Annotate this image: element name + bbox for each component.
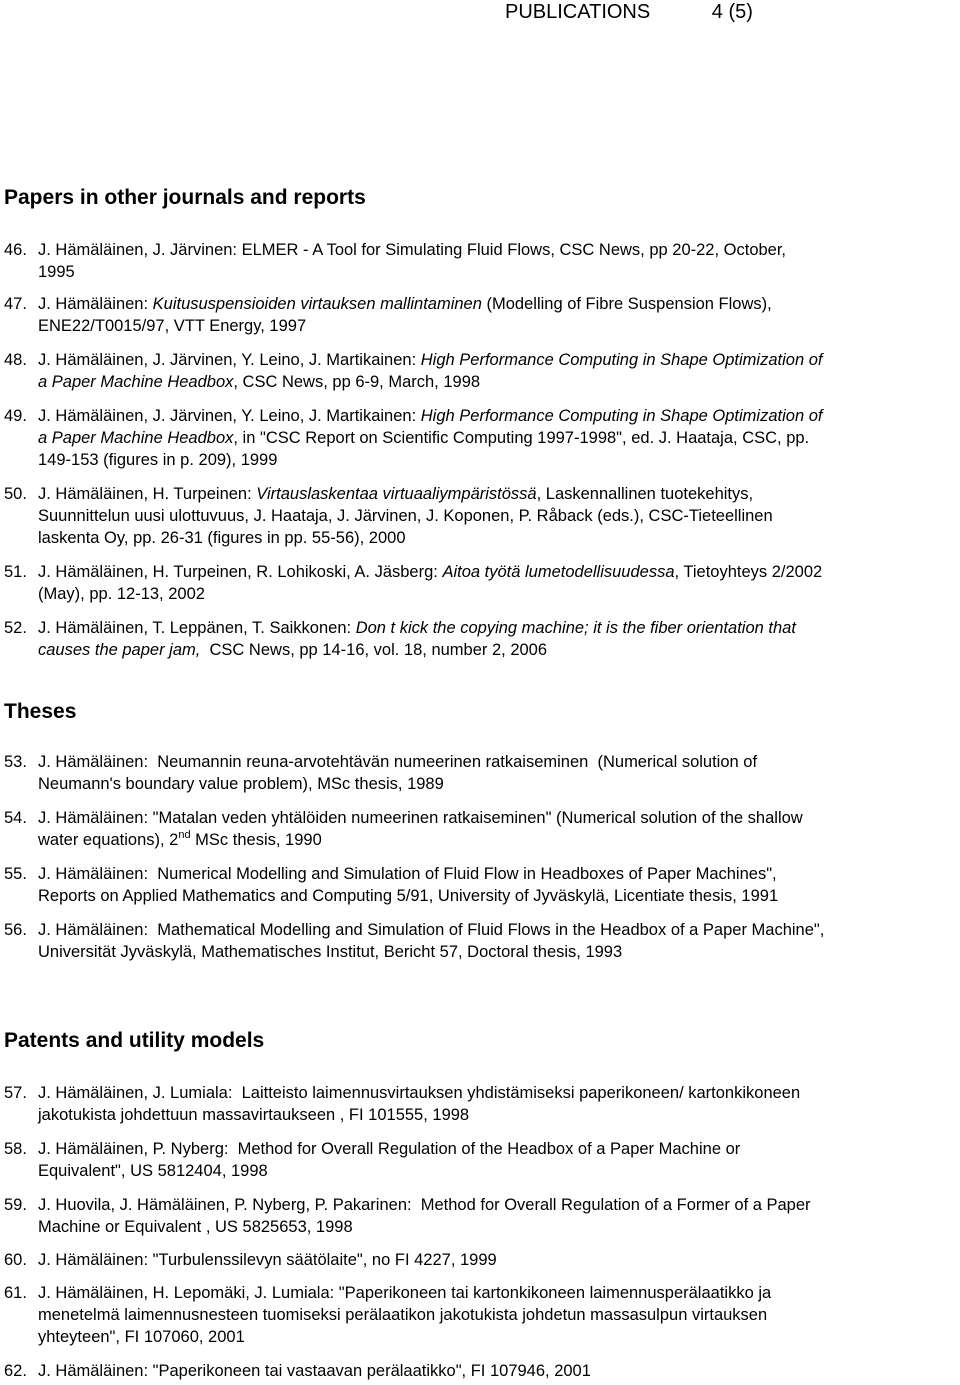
reference-text: J. Hämäläinen: Mathematical Modelling and Simulation of Fluid Flows in the Headbox of a Paper Machine", — [38, 921, 825, 939]
reference-number: 61. — [4, 1284, 27, 1302]
reference-56 — [4, 919, 958, 963]
reference-62 — [4, 1360, 958, 1382]
reference-text: water equations), 2 — [38, 831, 179, 849]
reference-text: menetelmä laimennusnesteen tuomiseksi perälaatikon jakotukista johdetun massasulpun virtauksen — [38, 1306, 768, 1324]
reference-number: 49. — [4, 407, 27, 425]
reference-text: 149-153 (figures in p. 209), 1999 — [38, 451, 278, 469]
reference-text: MSc thesis, 1990 — [190, 831, 322, 849]
reference-text: laskenta Oy, pp. 26-31 (figures in pp. 55-56), 2000 — [38, 529, 406, 547]
reference-number: 46. — [4, 241, 27, 259]
reference-text: J. Hämäläinen: "Matalan veden yhtälöiden numeerinen ratkaiseminen" (Numerical solution of the shallow — [38, 809, 803, 827]
reference-authors: J. Hämäläinen, J. Järvinen, Y. Leino, J. Martikainen: — [38, 407, 421, 425]
reference-57 — [4, 1082, 958, 1126]
reference-49 — [4, 405, 958, 471]
reference-52 — [4, 617, 958, 661]
section-title-other-papers: Papers in other journals and reports — [4, 186, 366, 209]
reference-number: 50. — [4, 485, 27, 503]
reference-title: Kuitususpensioiden virtauksen mallintaminen — [152, 295, 482, 313]
reference-title: causes the paper jam, — [38, 641, 201, 659]
section-title-theses: Theses — [4, 700, 77, 723]
reference-text: , CSC News, pp 6-9, March, 1998 — [233, 373, 481, 391]
reference-text: (May), pp. 12-13, 2002 — [38, 585, 205, 603]
reference-text: , Tietoyhteys 2/2002 — [674, 563, 823, 581]
reference-number: 59. — [4, 1196, 27, 1214]
reference-61 — [4, 1282, 958, 1348]
reference-text: (Modelling of Fibre Suspension Flows), — [481, 295, 772, 313]
reference-text: J. Hämäläinen, J. Lumiala: Laitteisto laimennusvirtauksen yhdistämiseksi paperikoneen/ kartonkikoneen — [38, 1084, 801, 1102]
reference-number: 51. — [4, 563, 27, 581]
reference-53 — [4, 751, 958, 795]
reference-text: J. Hämäläinen, J. Järvinen: ELMER - A Tool for Simulating Fluid Flows, CSC News, pp 20-22, October, — [38, 241, 787, 259]
reference-title: a Paper Machine Headbox — [38, 373, 234, 391]
reference-number: 54. — [4, 809, 27, 827]
reference-text: J. Hämäläinen: "Paperikoneen tai vastaavan perälaatikko", FI 107946, 2001 — [38, 1362, 591, 1380]
reference-text: Machine or Equivalent , US 5825653, 1998 — [38, 1218, 353, 1236]
reference-number: 57. — [4, 1084, 27, 1102]
reference-number: 47. — [4, 295, 27, 313]
reference-text: , Laskennallinen tuotekehitys, — [536, 485, 754, 503]
reference-text: Neumann's boundary value problem), MSc thesis, 1989 — [38, 775, 444, 793]
reference-text: Reports on Applied Mathematics and Computing 5/91, University of Jyväskylä, Licentiate thesis, 1991 — [38, 887, 779, 905]
reference-58 — [4, 1138, 958, 1182]
reference-text: 1995 — [38, 263, 75, 281]
reference-text: J. Hämäläinen: Neumannin reuna-arvotehtävän numeerinen ratkaiseminen (Numerical solution of — [38, 753, 758, 771]
reference-47 — [4, 293, 958, 337]
reference-title: Aitoa työtä lumetodellisuudessa — [442, 563, 675, 581]
page-number: 4 (5) — [711, 1, 753, 23]
reference-text: CSC News, pp 14-16, vol. 18, number 2, 2006 — [200, 641, 548, 659]
reference-number: 60. — [4, 1251, 27, 1269]
reference-authors: J. Hämäläinen, J. Järvinen, Y. Leino, J. Martikainen: — [38, 351, 421, 369]
reference-50 — [4, 483, 958, 549]
reference-title: a Paper Machine Headbox — [38, 429, 234, 447]
reference-46 — [4, 239, 958, 283]
reference-text: J. Hämäläinen: "Turbulenssilevyn säätölaite", no FI 4227, 1999 — [38, 1251, 497, 1269]
reference-number: 55. — [4, 865, 27, 883]
reference-text: Universität Jyväskylä, Mathematisches Institut, Bericht 57, Doctoral thesis, 1993 — [38, 943, 623, 961]
reference-number: 62. — [4, 1362, 27, 1380]
reference-59 — [4, 1194, 958, 1238]
reference-title: Don t kick the copying machine; it is the fiber orientation that — [355, 619, 796, 637]
reference-title: Virtauslaskentaa virtuaaliympäristössä — [256, 485, 537, 503]
reference-number: 53. — [4, 753, 27, 771]
reference-text: Equivalent", US 5812404, 1998 — [38, 1162, 268, 1180]
reference-authors: J. Hämäläinen, H. Turpeinen, R. Lohikoski, A. Jäsberg: — [38, 563, 443, 581]
reference-number: 56. — [4, 921, 27, 939]
reference-text: Suunnittelun uusi ulottuvuus, J. Haataja, J. Järvinen, J. Koponen, P. Råback (eds.), CSC-Tieteellinen — [38, 507, 773, 525]
reference-60 — [4, 1249, 958, 1271]
reference-title: High Performance Computing in Shape Optimization of — [420, 351, 823, 369]
reference-54 — [4, 807, 958, 851]
reference-authors: J. Hämäläinen, T. Leppänen, T. Saikkonen: — [38, 619, 356, 637]
reference-text: J. Huovila, J. Hämäläinen, P. Nyberg, P. Pakarinen: Method for Overall Regulation of a Former of a Paper — [38, 1196, 811, 1214]
reference-title: High Performance Computing in Shape Optimization of — [420, 407, 823, 425]
reference-number: 58. — [4, 1140, 27, 1158]
reference-55 — [4, 863, 958, 907]
reference-authors: J. Hämäläinen, H. Turpeinen: — [38, 485, 257, 503]
reference-text: J. Hämäläinen, H. Lepomäki, J. Lumiala: "Paperikoneen tai kartonkikoneen laimennusperälaatikko ja — [38, 1284, 772, 1302]
reference-authors: J. Hämäläinen: — [38, 295, 153, 313]
reference-text: ENE22/T0015/97, VTT Energy, 1997 — [38, 317, 307, 335]
header-title: PUBLICATIONS — [505, 1, 651, 23]
reference-number: 52. — [4, 619, 27, 637]
section-title-patents: Patents and utility models — [4, 1029, 265, 1052]
ordinal-suffix: nd — [178, 828, 191, 841]
reference-number: 48. — [4, 351, 27, 369]
reference-text: J. Hämäläinen, P. Nyberg: Method for Overall Regulation of the Headbox of a Paper Machine or — [38, 1140, 741, 1158]
reference-text: yhteyteen", FI 107060, 2001 — [38, 1328, 245, 1346]
reference-text: , in "CSC Report on Scientific Computing 1997-1998", ed. J. Haataja, CSC, pp. — [233, 429, 810, 447]
reference-48 — [4, 349, 958, 393]
reference-51 — [4, 561, 958, 605]
page-header — [505, 0, 753, 24]
reference-text: J. Hämäläinen: Numerical Modelling and Simulation of Fluid Flow in Headboxes of Paper Machines", — [38, 865, 777, 883]
reference-text: jakotukista johdettuun massavirtaukseen , FI 101555, 1998 — [38, 1106, 470, 1124]
